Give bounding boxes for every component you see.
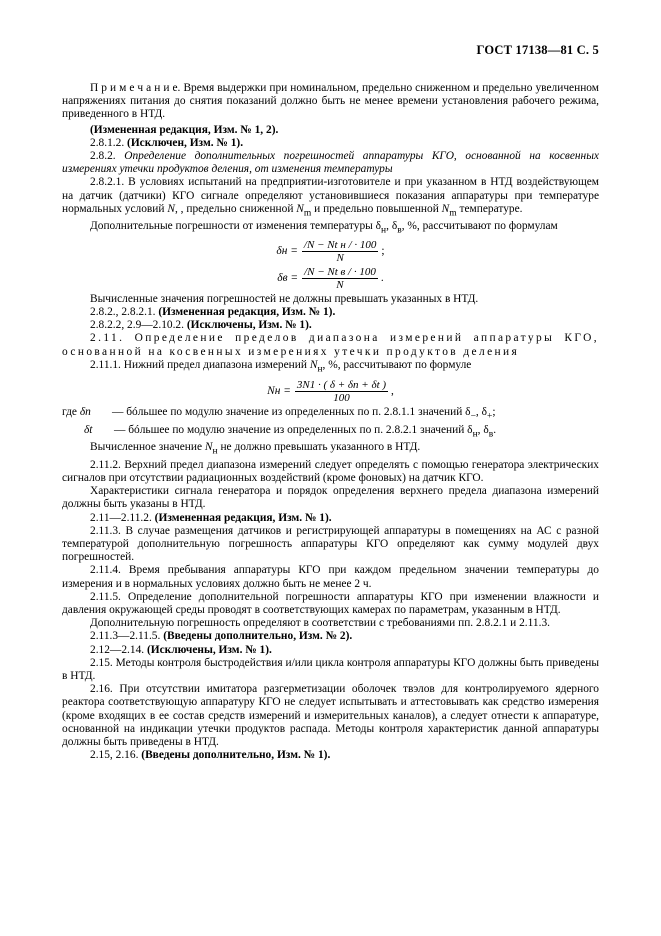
clause-text: температуре. bbox=[459, 202, 523, 215]
symbol-delta-n: δn bbox=[79, 406, 91, 419]
note-text: Время выдержки при номинальном, предельно сниженном и предельно увеличенном напряжениях питания до снятия показаний должно быть не менее времени установления рабочего режима, приведенного в НТД. bbox=[62, 82, 599, 121]
clause-2-15-added bbox=[62, 749, 599, 762]
where-word: где bbox=[62, 406, 77, 419]
formula-denominator: N bbox=[336, 252, 344, 265]
clause-2-11-title-line1: 2.11. Определение пределов диапазона измерений аппаратуры КГО, bbox=[90, 332, 599, 345]
clause-text: Вычисленное значение bbox=[90, 441, 203, 454]
where-line-1 bbox=[62, 406, 599, 423]
clause-2-11-2: 2.11.2. Верхний предел диапазона измерений следует определять с помощью генератора электрических сигналов при отсутствии радиационных воздействий (кроме фоновых) на датчик КГО. bbox=[62, 458, 599, 484]
formula-denominator: N bbox=[336, 279, 344, 292]
symbol-subscript: н bbox=[472, 429, 478, 440]
note-label: П р и м е ч а н и е. bbox=[90, 82, 181, 94]
where-desc: — бóльшее по модулю значение из определенных по п. 2.8.1.1 значений δ bbox=[112, 406, 471, 419]
clause-2-11-5: 2.11.5. Определение дополнительной погрешности аппаратуры КГО при изменении влажности и давления окружающей среды проводят в соответствующих камерах по параметрам, указанным в НТД. bbox=[62, 590, 599, 616]
symbol-subscript: m bbox=[303, 208, 312, 219]
symbol-subscript: − bbox=[470, 411, 476, 422]
clause-number: 2.8.2. bbox=[90, 150, 116, 163]
formula-punct: . bbox=[380, 272, 384, 285]
formula-fraction bbox=[295, 379, 388, 404]
clause-status: (Введены дополнительно, Изм. № 2). bbox=[163, 630, 353, 643]
formula-delta-v bbox=[62, 266, 599, 292]
calc-nn-paragraph bbox=[62, 441, 599, 458]
clause-text: 2.8.2.1. В условиях испытаний на предприятии-изготовителе и при указанном в НТД воздействующем на датчик (датчики) КГО сигнале определяют установившиеся показания аппаратуры при температуре нормальных условий bbox=[62, 176, 599, 215]
symbol-delta-t: δt bbox=[84, 423, 93, 436]
clause-2-12 bbox=[62, 644, 599, 657]
clause-status: (Измененная редакция, Изм. № 1). bbox=[154, 511, 332, 524]
clause-text: 2.11.1. Нижний предел диапазона измерений bbox=[90, 358, 307, 371]
additional-errors-paragraph bbox=[62, 220, 599, 237]
clause-number: 2.15, 2.16. bbox=[90, 749, 139, 762]
clause-title: Определение дополнительных погрешностей аппаратуры КГО, основанной на косвенных измерениях утечки продуктов деления, от изменения температуры bbox=[62, 150, 599, 176]
symbol-subscript: н bbox=[317, 364, 323, 375]
clause-2-8-2-ed bbox=[62, 306, 599, 319]
clause-2-8-1-2 bbox=[62, 137, 599, 150]
clause-2-11-4: 2.11.4. Время пребывания аппаратуры КГО при каждом предельном значении температуры до измерения и в нормальных условиях должно быть не менее 2 ч. bbox=[62, 564, 599, 590]
clause-text: , %, рассчитывают по формуле bbox=[322, 358, 472, 371]
clause-status: (Введены дополнительно, Изм. № 1). bbox=[141, 749, 331, 762]
clause-status: (Исключен, Изм. № 1). bbox=[127, 136, 244, 149]
formula-numerator: /N − Nt н / · 100 bbox=[303, 239, 377, 252]
formula-fraction bbox=[302, 266, 378, 291]
formula-numerator: 3N1 · ( δ + δn + δt ) bbox=[296, 378, 387, 391]
formula-lhs: Nн = bbox=[267, 384, 291, 397]
clause-2-8-2-1: 2.8.2.1. В условиях испытаний на предприятии-изготовителе и при указанном в НТД воздействующем на датчик (датчики) КГО сигнале определяют установившиеся показания аппаратуры при температуре нормальных условий N, , предельно сниженной $N_m$ и предельно повышенной $N_m$ температуре. bbox=[62, 176, 599, 219]
clause-2-16: 2.16. При отсутствии имитатора разгерметизации оболочек твэлов для контролируемого ядерного реактора соответствующую аппаратуру КГО не следует испытывать и аттестовывать как средство измерения (кроме входящих в ее состав средств измерений и измерительных каналов), а следует отнести к аппаратуре, основанной на индикации утечки продуктов распада. Методы контроля характеристик данной аппаратуры должны быть приведены в НТД. bbox=[62, 683, 599, 749]
symbol-subscript: в bbox=[488, 429, 494, 440]
clause-status: (Исключены, Изм. № 1). bbox=[146, 643, 272, 656]
symbol-subscript: н bbox=[381, 225, 387, 236]
clause-2-11-title-line2: основанной на косвенных измерениях утечки продуктов деления bbox=[62, 345, 520, 358]
clause-2-11-ed bbox=[62, 512, 599, 525]
clause-number: 2.11.3—2.11.5. bbox=[90, 630, 161, 643]
symbol-N: N bbox=[296, 202, 304, 215]
formula-lhs: δн = bbox=[276, 245, 298, 258]
symbol-subscript: н bbox=[212, 446, 218, 457]
clause-text: Дополнительные погрешности от изменения температуры δ bbox=[90, 220, 382, 233]
clause-number: 2.8.2.2, 2.9—2.10.2. bbox=[90, 319, 184, 332]
formula-delta-n bbox=[62, 239, 599, 265]
note-paragraph bbox=[62, 82, 599, 122]
clause-2-8-2 bbox=[62, 150, 599, 176]
symbol-subscript: в bbox=[397, 225, 402, 236]
clause-2-11-3-added bbox=[62, 630, 599, 643]
clause-text: , %, рассчитывают по формулам bbox=[401, 220, 558, 233]
clause-status: (Исключены, Изм. № 1). bbox=[186, 319, 312, 332]
document-body bbox=[62, 82, 599, 762]
formula-lhs: δв = bbox=[277, 272, 299, 285]
where-label bbox=[62, 406, 112, 423]
clause-number: 2.8.2., 2.8.2.1. bbox=[90, 306, 156, 318]
clause-text: , предельно сниженной bbox=[180, 202, 294, 215]
clause-number: 2.8.1.2. bbox=[90, 136, 125, 149]
generator-paragraph: Характеристики сигнала генератора и порядок определения верхнего предела диапазона измерений должны быть указаны в НТД. bbox=[62, 485, 599, 511]
where-desc: — бóльшее по модулю значение из определенных по п. 2.8.2.1 значений δ bbox=[114, 423, 473, 436]
additional-determine-paragraph: Дополнительную погрешность определяют в соответствии с требованиями пп. 2.8.2.1 и 2.11.3. bbox=[90, 617, 550, 630]
symbol-N: N bbox=[441, 202, 450, 215]
clause-text: , δ bbox=[386, 220, 398, 233]
clause-number: 2.12—2.14. bbox=[90, 643, 145, 656]
symbol-subscript: m bbox=[449, 208, 457, 219]
symbol-N: N bbox=[309, 358, 318, 371]
where-label bbox=[84, 424, 114, 441]
symbol-subscript: + bbox=[486, 411, 493, 422]
formula-punct: ; bbox=[381, 245, 385, 258]
clause-2-11-3: 2.11.3. В случае размещения датчиков и регистрирующей аппаратуры в помещениях на АС с разной температурой дополнительную погрешность аппаратуры КГО определяют как сумму модулей двух погрешностей. bbox=[62, 524, 599, 564]
clause-2-11-1 bbox=[62, 359, 599, 376]
clause-2-15: 2.15. Методы контроля быстродействия и/или цикла контроля аппаратуры КГО должны быть приведены в НТД. bbox=[62, 656, 599, 682]
changed-note: (Измененная редакция, Изм. № 1, 2). bbox=[90, 123, 279, 136]
formula-denominator: 100 bbox=[333, 391, 350, 404]
clause-2-8-2-2-excluded bbox=[62, 319, 599, 332]
clause-text: не должно превышать указанного в НТД. bbox=[220, 441, 421, 454]
clause-text: и предельно повышенной bbox=[314, 202, 439, 215]
calc-limit-paragraph: Вычисленные значения погрешностей не должны превышать указанных в НТД. bbox=[90, 292, 479, 305]
formula-numerator: /N − Nt в / · 100 bbox=[304, 266, 376, 279]
formula-punct: , bbox=[391, 384, 394, 397]
where-text: — бóльшее по модулю значение из определенных по п. 2.8.1.1 значений $\delta_-$, $\delta_+$; bbox=[112, 406, 496, 422]
formula-N-n bbox=[62, 377, 599, 405]
symbol-N: N bbox=[167, 202, 175, 215]
where-text: — бóльшее по модулю значение из определенных по п. 2.8.2.1 значений $\delta_н$, $\delta_в$. bbox=[114, 423, 497, 440]
clause-status: (Измененная редакция, Изм. № 1). bbox=[158, 306, 336, 318]
formula-fraction bbox=[302, 239, 378, 264]
where-line-2 bbox=[62, 424, 599, 441]
page-header: ГОСТ 17138—81 С. 5 bbox=[476, 43, 599, 57]
symbol-N: N bbox=[204, 441, 213, 454]
clause-number: 2.11—2.11.2. bbox=[90, 511, 152, 524]
